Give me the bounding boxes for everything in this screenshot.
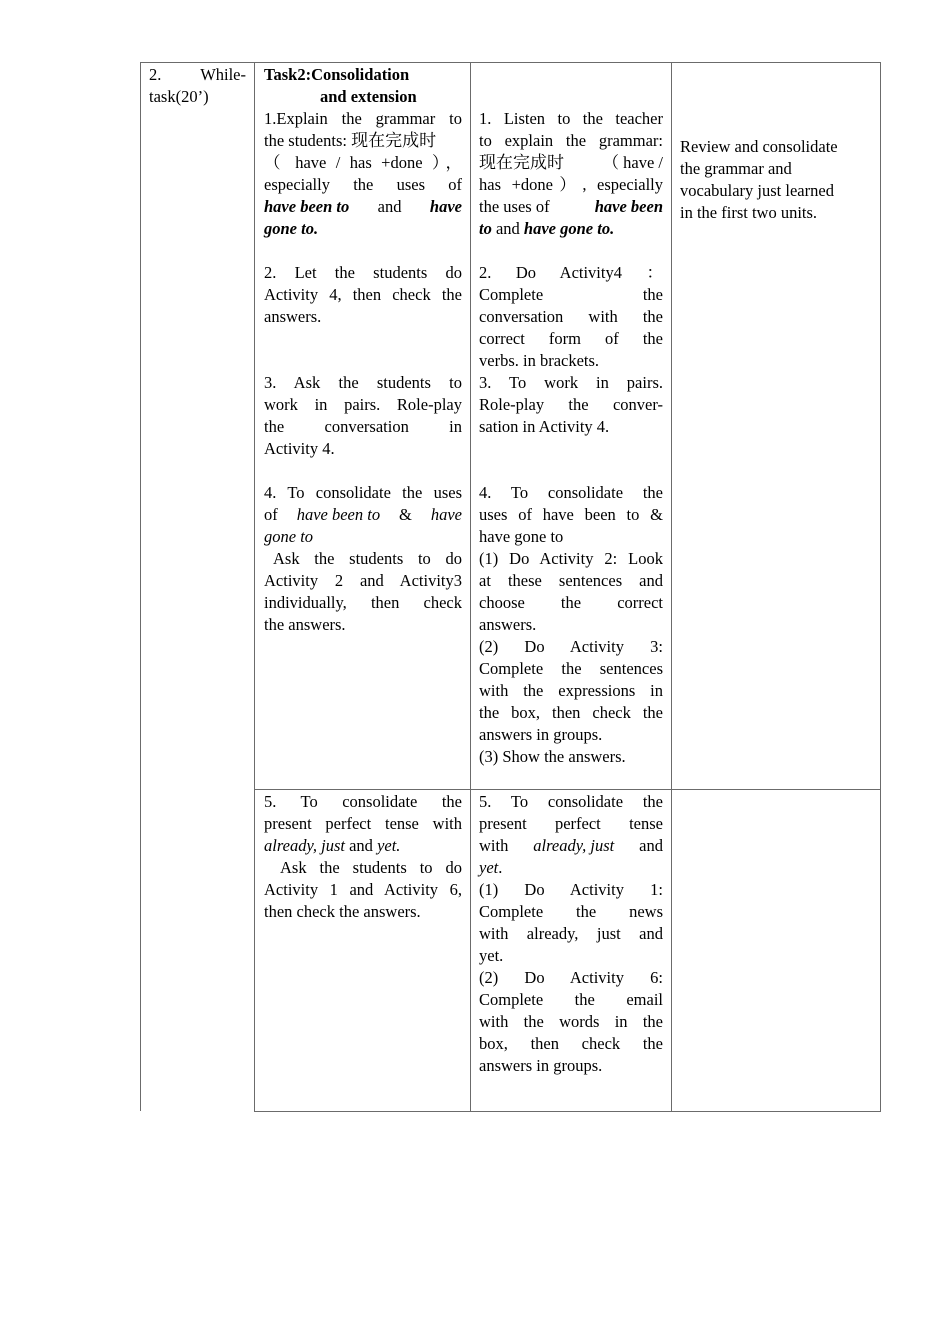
teacher-step-2-line-3: answers.	[264, 307, 322, 326]
student-step-1-line-6: to and have gone to.	[479, 219, 615, 238]
teacher-step-5-line-2: present perfect tense with	[264, 814, 462, 833]
table-border-right	[880, 62, 881, 1112]
teacher-step-4-line-1: 4. To consolidate the uses	[264, 483, 462, 502]
student-step-5-line-8: yet.	[479, 946, 504, 965]
student-step-1-line-1: 1. Listen to the teacher	[479, 109, 663, 128]
teacher-step-1-line-1: 1.Explain the grammar to	[264, 109, 462, 128]
student-step-4-line-5: at these sentences and	[479, 571, 663, 590]
purpose-line-1: Review and consolidate	[680, 137, 838, 156]
student-step-4-line-3: have gone to	[479, 527, 564, 546]
teacher-step-4-line-7: the answers.	[264, 615, 346, 634]
student-step-4-line-7: answers.	[479, 615, 537, 634]
student-step-5-line-4: yet.	[479, 858, 503, 877]
teacher-step-1-line-5: have been to and have	[264, 197, 462, 216]
student-step-2-line-3: conversation with the	[479, 307, 663, 326]
student-activities-cell	[479, 108, 663, 768]
table-row-divider	[254, 789, 881, 790]
stage-cell	[149, 64, 246, 108]
student-step-4-line-1: 4. To consolidate the	[479, 483, 663, 502]
student-step-3-line-2: Role-play the conver-	[479, 395, 663, 414]
purpose-line-4: in the first two units.	[680, 203, 818, 222]
teacher-step-3-line-3: the conversation in	[264, 417, 462, 436]
student-step-5-line-9: (2) Do Activity 6:	[479, 968, 663, 987]
teacher-step-5-line-4: Ask the students to do	[280, 858, 462, 877]
table-column-divider-1	[254, 62, 255, 1112]
chinese-term: 现在完成时	[479, 153, 564, 173]
teacher-step-1-line-4: especially the uses of	[264, 175, 462, 194]
purpose-line-3: vocabulary just learned	[680, 181, 834, 200]
stage-line-2: task(20’)	[149, 87, 209, 106]
student-step-4-line-13: (3) Show the answers.	[479, 747, 626, 766]
teacher-step-2-line-1: 2. Let the students do	[264, 263, 462, 282]
table-column-divider-3	[671, 62, 672, 1112]
student-step-4-line-4: (1) Do Activity 2: Look	[479, 549, 663, 568]
teacher-activities-cell-2	[264, 791, 462, 923]
student-step-2-line-2: Complete the	[479, 285, 663, 304]
purpose-line-2: the grammar and	[680, 159, 792, 178]
task-title: Task2:Consolidation	[264, 65, 410, 84]
teacher-step-4-line-6: individually, then check	[264, 593, 462, 612]
teacher-step-5-line-3: already, just and yet.	[264, 836, 401, 855]
student-step-4-line-6: choose the correct	[479, 593, 663, 612]
student-step-1-line-4: has +done）, especially	[479, 175, 663, 194]
teacher-step-4-line-3: gone to	[264, 527, 314, 546]
student-step-5-line-6: Complete the news	[479, 902, 663, 921]
chinese-term: 现在完成时	[351, 131, 437, 151]
student-step-5-line-7: with already, just and	[479, 924, 663, 943]
teacher-step-1-line-6: gone to.	[264, 219, 319, 238]
table-border-top	[140, 62, 881, 63]
student-step-5-line-11: with the words in the	[479, 1012, 663, 1031]
task-subtitle: and extension	[320, 87, 417, 106]
student-step-1-line-5: the uses of have been	[479, 197, 663, 216]
student-step-5-line-5: (1) Do Activity 1:	[479, 880, 663, 899]
teacher-step-4-line-2: of have been to & have	[264, 505, 462, 524]
student-step-5-line-12: box, then check the	[479, 1034, 663, 1053]
teacher-step-3-line-2: work in pairs. Role-play	[264, 395, 462, 414]
teacher-step-5-line-6: then check the answers.	[264, 902, 421, 921]
student-step-5-line-1: 5. To consolidate the	[479, 792, 663, 811]
student-step-5-line-2: present perfect tense	[479, 814, 663, 833]
teacher-step-3-line-1: 3. Ask the students to	[264, 373, 462, 392]
student-step-4-line-10: with the expressions in	[479, 681, 663, 700]
student-step-5-line-3: with already, just and	[479, 836, 663, 855]
student-step-3-line-1: 3. To work in pairs.	[479, 373, 663, 392]
student-step-2-line-1: 2. Do Activity4 ：	[479, 263, 663, 282]
student-step-2-line-4: correct form of the	[479, 329, 663, 348]
student-step-2-line-5: verbs. in brackets.	[479, 351, 600, 370]
table-column-divider-2	[470, 62, 471, 1112]
teacher-step-1-line-2: the students: 现在完成时	[264, 131, 437, 151]
student-step-5-line-13: answers in groups.	[479, 1056, 603, 1075]
teacher-step-5-line-1: 5. To consolidate the	[264, 792, 462, 811]
student-step-4-line-12: answers in groups.	[479, 725, 603, 744]
student-step-1-line-3: 现在完成时 （ have /	[479, 153, 663, 173]
student-activities-cell-2	[479, 791, 663, 1077]
teacher-step-4-line-5: Activity 2 and Activity3	[264, 571, 462, 590]
teacher-step-3-line-4: Activity 4.	[264, 439, 335, 458]
student-step-4-line-8: (2) Do Activity 3:	[479, 637, 663, 656]
teacher-step-4-line-4: Ask the students to do	[273, 549, 462, 568]
student-step-1-line-2: to explain the grammar:	[479, 131, 663, 150]
student-step-3-line-3: sation in Activity 4.	[479, 417, 610, 436]
student-step-4-line-11: the box, then check the	[479, 703, 663, 722]
teacher-activities-cell	[264, 64, 462, 636]
table-border-bottom	[254, 1111, 881, 1112]
teacher-step-5-line-5: Activity 1 and Activity 6,	[264, 880, 462, 899]
teacher-step-2-line-2: Activity 4, then check the	[264, 285, 462, 304]
student-step-5-line-10: Complete the email	[479, 990, 663, 1009]
student-step-4-line-9: Complete the sentences	[479, 659, 663, 678]
table-border-left	[140, 62, 141, 1111]
student-step-4-line-2: uses of have been to &	[479, 505, 663, 524]
teacher-step-1-line-3: （ have / has +done ），	[264, 153, 462, 172]
purpose-cell	[680, 136, 870, 224]
stage-line-1: 2. While-	[149, 65, 246, 84]
